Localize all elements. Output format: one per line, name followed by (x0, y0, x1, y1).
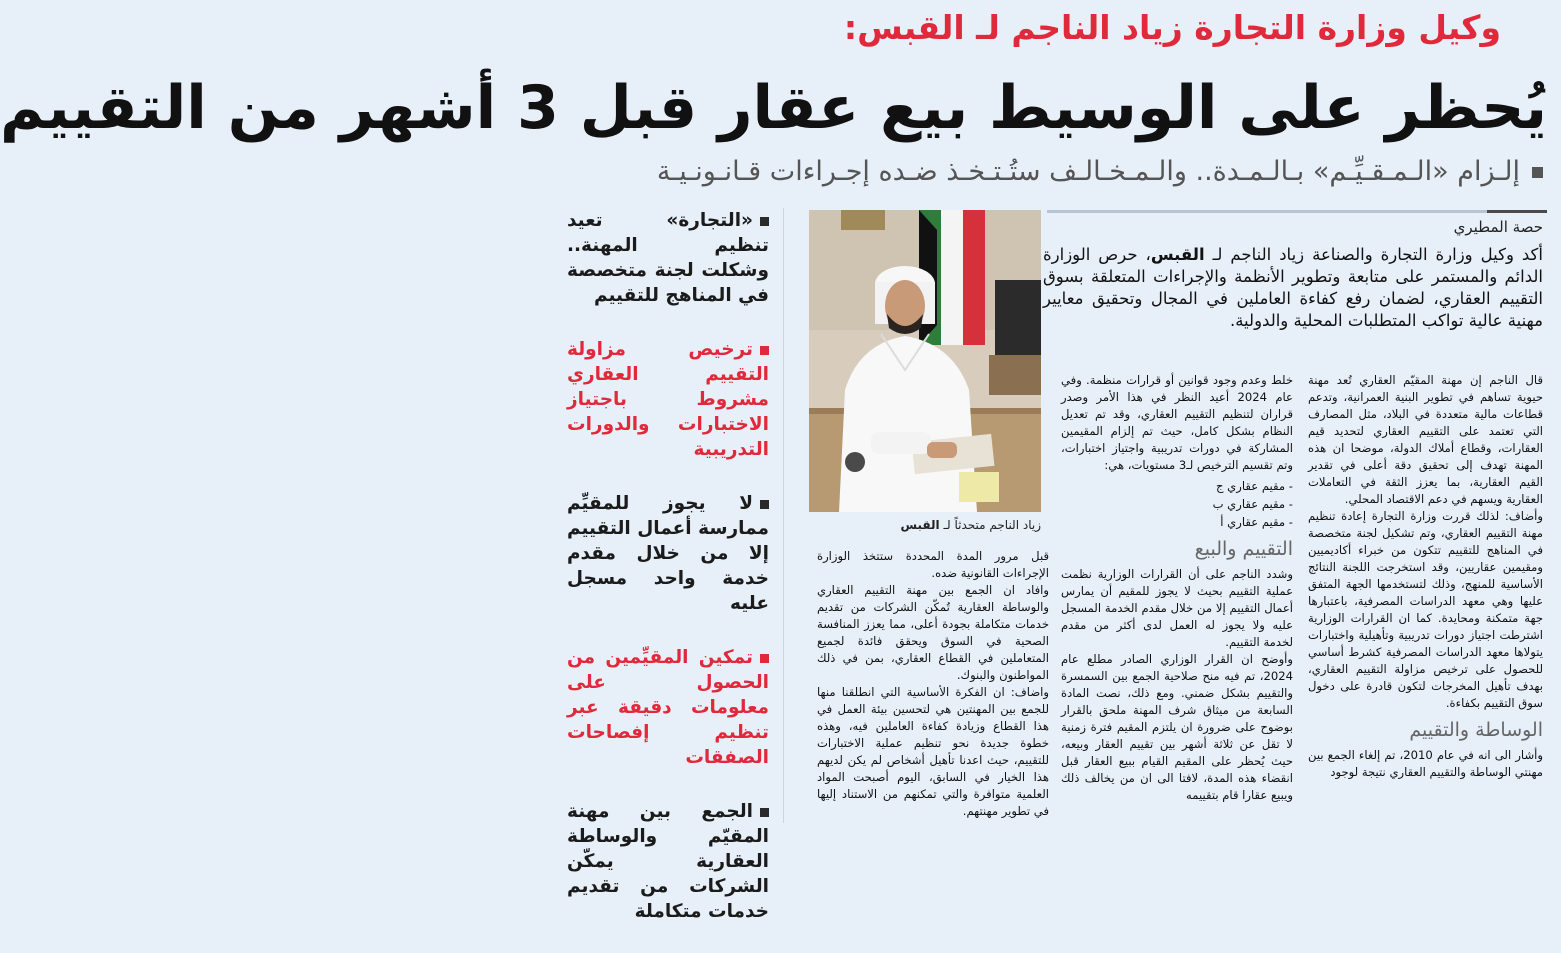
col1-paragraph: وأضاف: لذلك قررت وزارة التجارة إعادة تنظيم مهنة التقييم العقاري، وتم تشكيل لجنة متخصصة في المناهج للتقييم تتكون من خبراء أكاديميين ومقيمين عقاريين، وقد استخرجت اللجنة النتائج الأساسية للمنهج، وذلك لتستخدمها الجهة المتفق عليها وهي معهد الدراسات المصرفية، باعتبارها جهة متمكنة ومحايدة. كما ان القرارات الوزارية اشترطت اجتياز دورات تدريبية وتأهيلية واختبارات يتولاها معهد الدراسات المصرفية كشرط أساسي للحصول على ترخيص مزاولة التقييم العقاري، بهدف تأهيل المخرجات لتكون قادرة على دخول سوق التقييم بكفاءة. (1308, 509, 1543, 710)
article-kicker: وكيل وزارة التجارة زياد الناجم لـ القبس: (843, 8, 1501, 47)
article-subhead (579, 150, 1543, 194)
col1-paragraph: قال الناجم إن مهنة المقيّم العقاري تُعد مهنة حيوية تساهم في تطوير البنية العمرانية، وتدعم قطاعات مالية متعددة في البلاد، مثل المصارف التي تعتمد على التقييم العقاري لتحديد قيم العقارات، وقطاع أملاك الدولة، موضحا ان هذه المهنة تهدف إلى تحقيق دقة أعلى في تقدير القيم العقارية، بما يعزز الثقة في التعاملات العقارية ويسهم في دعم الاقتصاد المحلي. (1308, 373, 1543, 506)
author-byline: حصة المطيري (1453, 218, 1543, 236)
col2-paragraph: خلط وعدم وجود قوانين أو قرارات منظمة. وفي عام 2024 أعيد النظر في هذا الأمر وصدر قراران لتنظيم التقييم العقاري، وقد تم تعديل النظام بشكل كامل، حيث تم إلزام المقيمين المشاركة في دورات تدريبية واجتياز اختبارات، وتم تقسيم الترخيص لـ3 مستويات، هي: (1061, 373, 1293, 472)
col2-paragraph: وشدد الناجم على أن القرارات الوزارية نظمت عملية التقييم بحيث لا يجوز للمقيم أن يمارس أعمال التقييم إلا من خلال مقدم الخدمة المسجل عليه ولا يجوز له العمل لدى أكثر من مقدم لخدمة التقييم. (1061, 567, 1293, 649)
license-levels-list (1061, 478, 1293, 531)
bullet-square-icon (760, 654, 769, 663)
body-column-3 (817, 548, 1049, 820)
col1-paragraph: وأشار الى انه في عام 2010، تم إلغاء الجمع بين مهنتي الوساطة والتقييم العقاري نتيجة لوجود (1308, 748, 1543, 779)
highlight-text: لا يجوز للمقيِّم ممارسة أعمال التقييم إلا من خلال مقدم خدمة واحد مسجل عليه (567, 493, 769, 614)
bullet-square-icon (760, 808, 769, 817)
highlights-sidebar (567, 208, 769, 953)
caption-pre: زياد الناجم متحدثاً لـ (939, 518, 1041, 532)
highlight-text: الجمع بين مهنة المقيّم والوساطة العقارية يمكّن الشركات من تقديم خدمات متكاملة (567, 801, 769, 922)
bullet-square-icon (760, 500, 769, 509)
article-headline: يُحظر على الوسيط بيع عقار قبل 3 أشهر من التقييم (0, 73, 1547, 143)
col3-paragraph: واضاف: ان الفكرة الأساسية التي انطلقنا منها للجمع بين المهنتين هي لتحسين بيئة العمل في هذا القطاع وزيادة كفاءة العاملين فيه، وهذه خطوة جديدة نحو تنظيم عملية الاختبارات للتقييم، حيث اعدنا تأهيل أشخاص لم يكن لديهم هذا الخيار في السابق، اليوم أصبحت المواد العلمية متوافرة والتي تمكنهم من الاستناد إليها في تطوير مهنتهم. (817, 685, 1049, 818)
photo-caption (809, 516, 1041, 534)
highlight-item (567, 799, 769, 924)
bullet-square-icon (760, 217, 769, 226)
interview-photo (809, 210, 1041, 512)
author-divider (1047, 210, 1547, 213)
highlight-text: تمكين المقيِّمين من الحصول على معلومات دقيقة عبر تنظيم إفصاحات الصفقات (567, 647, 769, 768)
article-intro (1043, 244, 1543, 332)
highlight-text: ترخيص مزاولة التقييم العقاري مشروط باجتياز الاختبارات والدورات التدريبية (567, 339, 769, 460)
license-level: - مقيم عقاري ب (1212, 497, 1293, 511)
col3-paragraph: وافاد ان الجمع بين مهنة التقييم العقاري والوساطة العقارية تُمكّن الشركات من تقديم خدمات متكاملة بجودة أعلى، مما يعزز المنافسة الصحية في السوق ويحقق فائدة لجميع المتعاملين في القطاع العقاري، بمن في ذلك المواطنون والبنوك. (817, 583, 1049, 682)
highlight-text: «التجارة» تعيد تنظيم المهنة.. وشكلت لجنة متخصصة في المناهج للتقييم (567, 210, 769, 306)
col2-paragraph: وأوضح ان القرار الوزاري الصادر مطلع عام 2024، تم فيه منح صلاحية الجمع بين السمسرة والتقييم بشكل ضمني. ومع ذلك، نصت المادة السابعة من ميثاق شرف المهنة ملحق بالقرار بوضوح على ضرورة ان يلتزم المقيم فترة زمنية لا تقل عن ثلاثة أشهر بين تقييم العقار وبيعه، حيث يُحظر على المقيم القيام ببيع العقار قبل انقضاء هذه المدة، لافتا الى ان من يخالف ذلك ويبيع عقارا قام بتقييمه (1061, 652, 1293, 802)
sidebar-divider (783, 208, 784, 823)
intro-brand: القبس (1150, 245, 1205, 264)
bullet-square-icon (760, 346, 769, 355)
section-heading: الوساطة والتقييم (1409, 719, 1543, 741)
bullet-square-icon (1532, 167, 1543, 178)
photo-illustration (809, 210, 1041, 512)
col3-paragraph: قبل مرور المدة المحددة ستتخذ الوزارة الإجراءات القانونية ضده. (817, 549, 1049, 580)
section-heading: التقييم والبيع (1194, 538, 1293, 560)
body-column-2 (1061, 372, 1293, 804)
body-column-1 (1308, 372, 1543, 781)
highlight-item (567, 337, 769, 462)
highlight-item (567, 208, 769, 308)
highlight-item (567, 645, 769, 770)
license-level: - مقيم عقاري أ (1220, 515, 1293, 529)
caption-brand: القبس (900, 518, 940, 532)
intro-post: ، حرص الوزارة الدائم والمستمر على متابعة وتطوير الأنظمة والإجراءات المتعلقة بسوق التقييم العقاري، لضمان رفع كفاءة العاملين في المجال وتحقيق معايير مهنية عالية تواكب المتطلبات المحلية والدولية. (1043, 245, 1543, 330)
subhead-text: إلـزام «الـمـقـيِّـم» بـالـمـدة.. والـمـخـالـف ستُـتـخـذ ضـده إجـراءات قـانـونـيـة (656, 156, 1520, 187)
author-divider-mark (1487, 210, 1547, 213)
intro-pre: أكد وكيل وزارة التجارة والصناعة زياد الناجم لـ (1204, 245, 1543, 264)
license-level: - مقيم عقاري ج (1215, 479, 1293, 493)
highlight-item (567, 491, 769, 616)
